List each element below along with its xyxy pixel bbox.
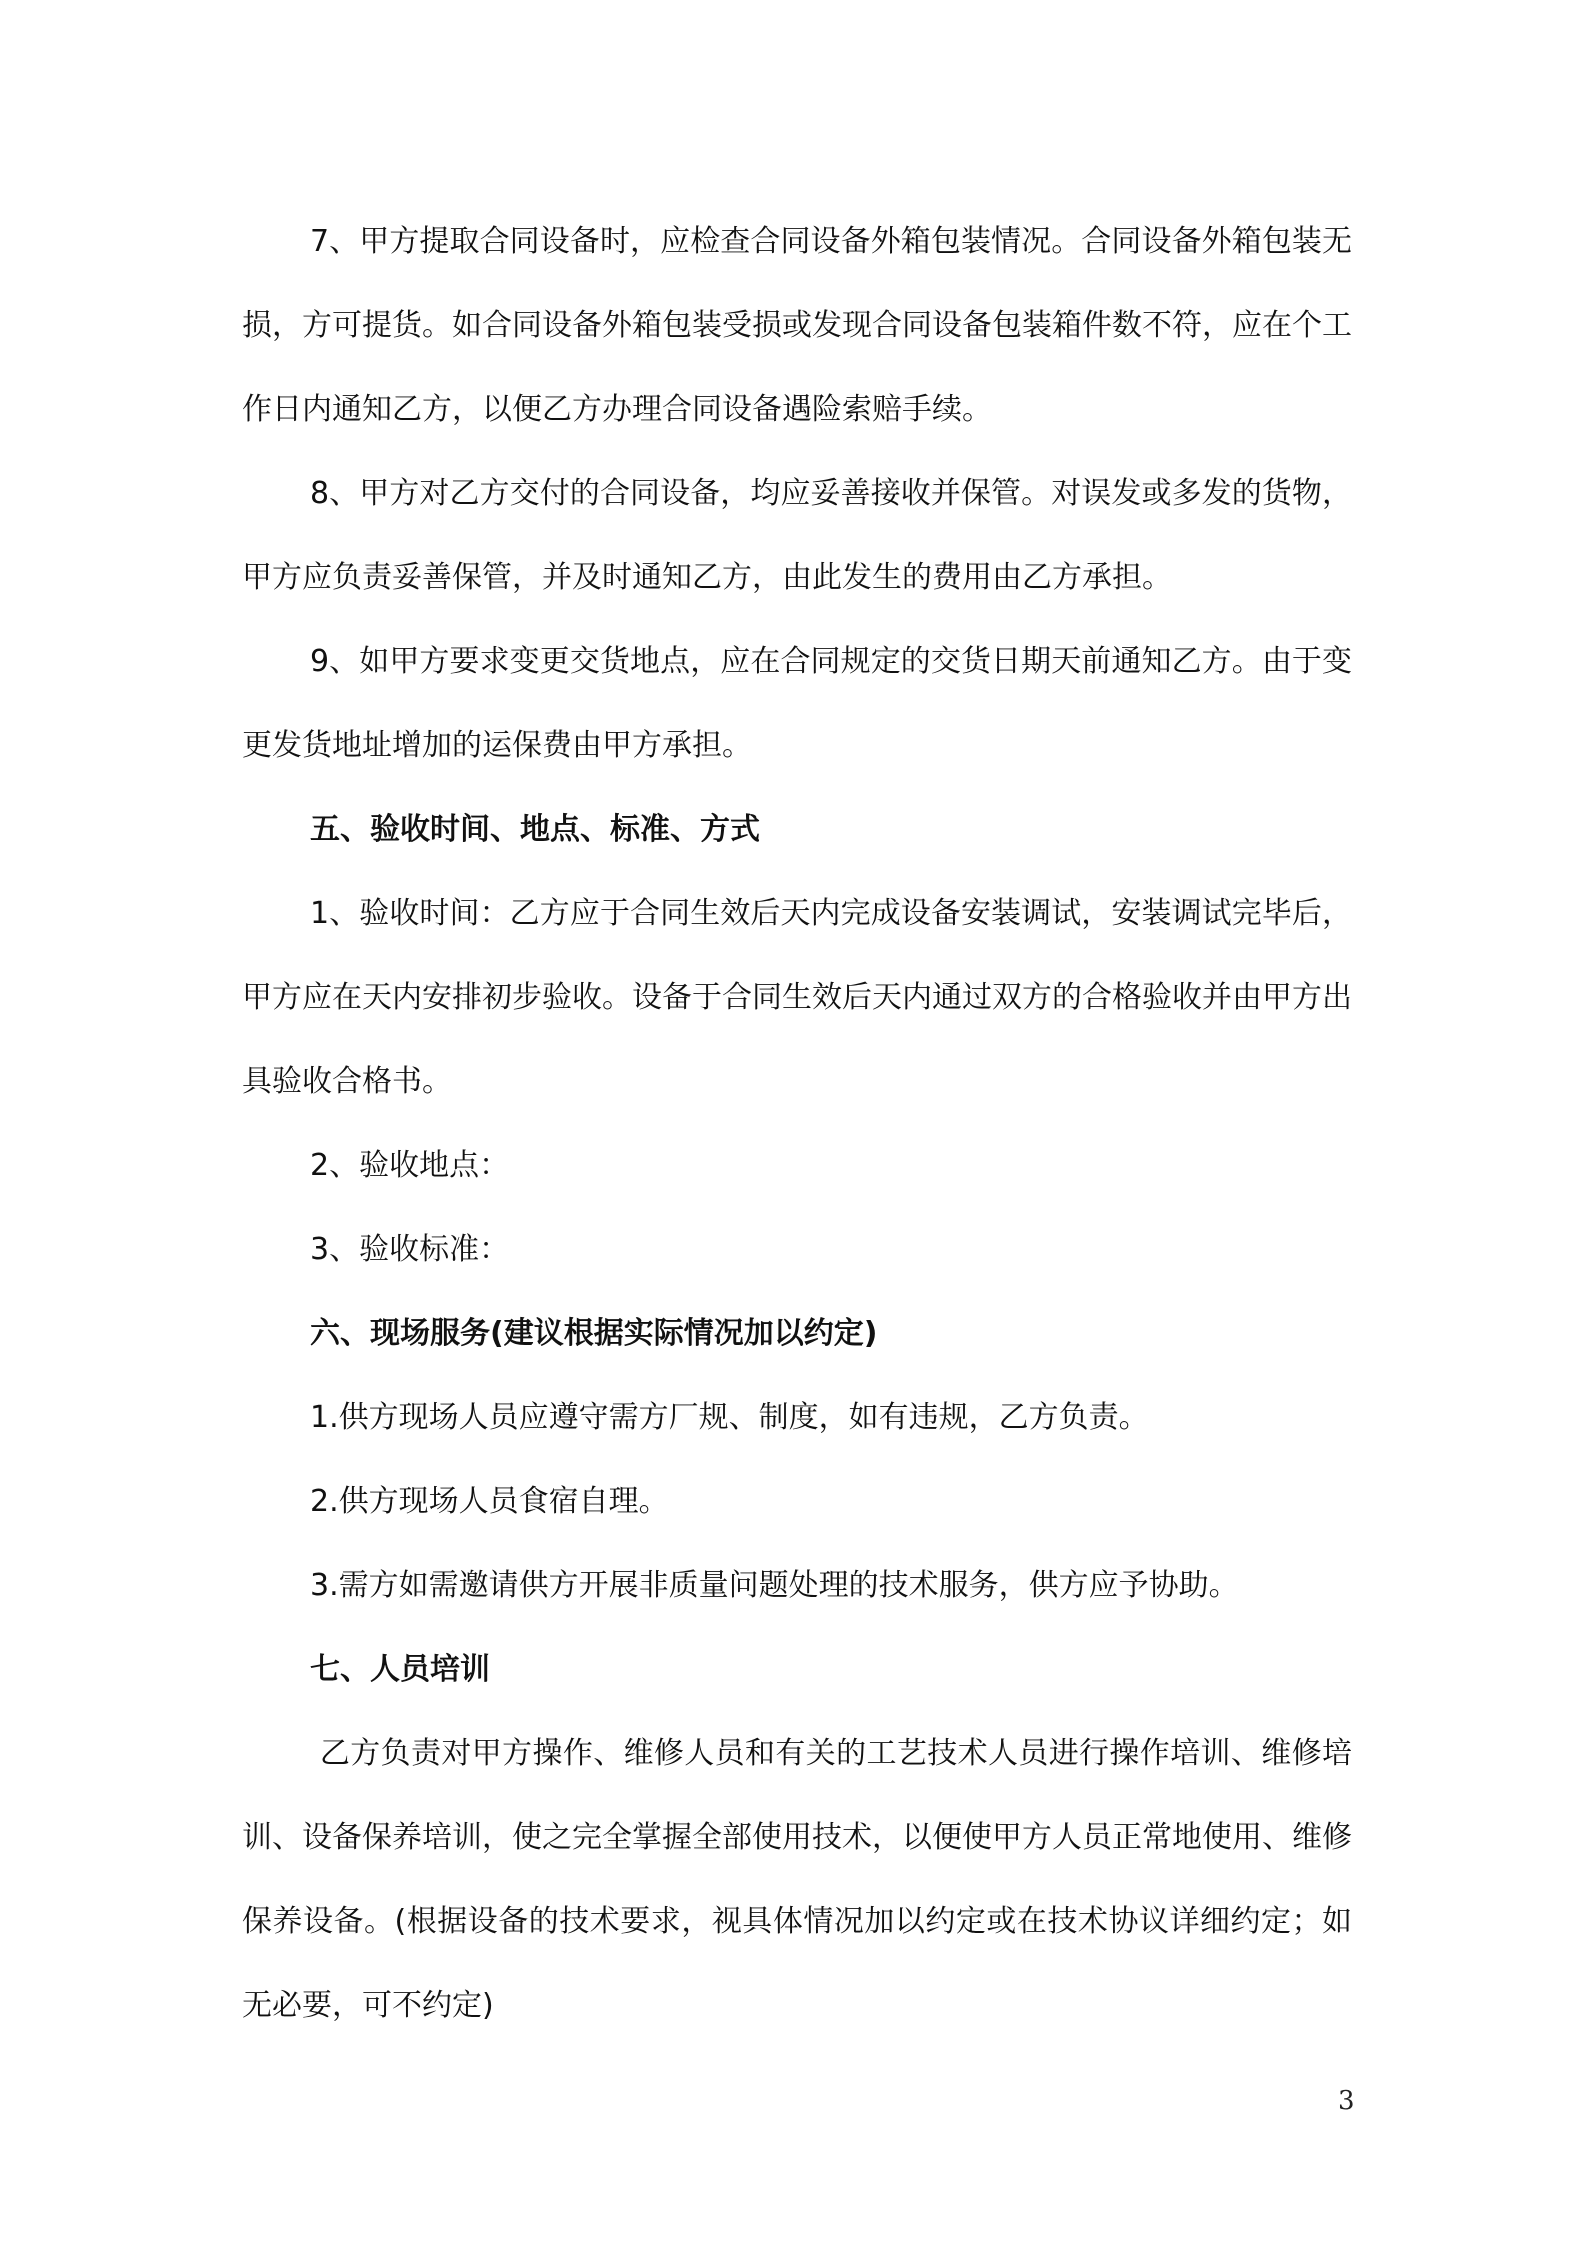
section-heading-training: 七、人员培训 [310,1652,490,1687]
paragraph-acceptance-place: 2、验收地点： [310,1148,510,1183]
paragraph-service-2: 2.供方现场人员食宿自理。 [310,1484,669,1519]
paragraph-7: 7、甲方提取合同设备时，应检查合同设备外箱包装情况。合同设备外箱包装无损，方可提货。如合同设备外箱包装受损或发现合同设备包装箱件数不符，应在个工作日内通知乙方，以便乙方办理合同设备遇险索赔手续。 [242,224,1352,427]
paragraph-training: 乙方负责对甲方操作、维修人员和有关的工艺技术人员进行操作培训、维修培训、设备保养培训，使之完全掌握全部使用技术，以便使甲方人员正常地使用、维修保养设备。(根据设备的技术要求，视具体情况加以约定或在技术协议详细约定；如无必要，可不约定) [242,1736,1352,2023]
paragraph-acceptance-time: 1、验收时间：乙方应于合同生效后天内完成设备安装调试，安装调试完毕后，甲方应在天内安排初步验收。设备于合同生效后天内通过双方的合格验收并由甲方出具验收合格书。 [242,896,1352,1099]
section-heading-onsite-service: 六、现场服务(建议根据实际情况加以约定) [310,1316,878,1351]
paragraph-service-3: 3.需方如需邀请供方开展非质量问题处理的技术服务，供方应予协助。 [310,1568,1239,1603]
page-number: 3 [1338,2086,1355,2116]
document-body [242,200,1352,2048]
paragraph-9: 9、如甲方要求变更交货地点，应在合同规定的交货日期天前通知乙方。由于变更发货地址增加的运保费由甲方承担。 [242,644,1352,763]
paragraph-8: 8、甲方对乙方交付的合同设备，均应妥善接收并保管。对误发或多发的货物，甲方应负责妥善保管，并及时通知乙方，由此发生的费用由乙方承担。 [242,476,1352,595]
paragraph-service-1: 1.供方现场人员应遵守需方厂规、制度，如有违规，乙方负责。 [310,1400,1149,1435]
paragraph-acceptance-standard: 3、验收标准： [310,1232,510,1267]
section-heading-acceptance: 五、验收时间、地点、标准、方式 [310,812,760,847]
